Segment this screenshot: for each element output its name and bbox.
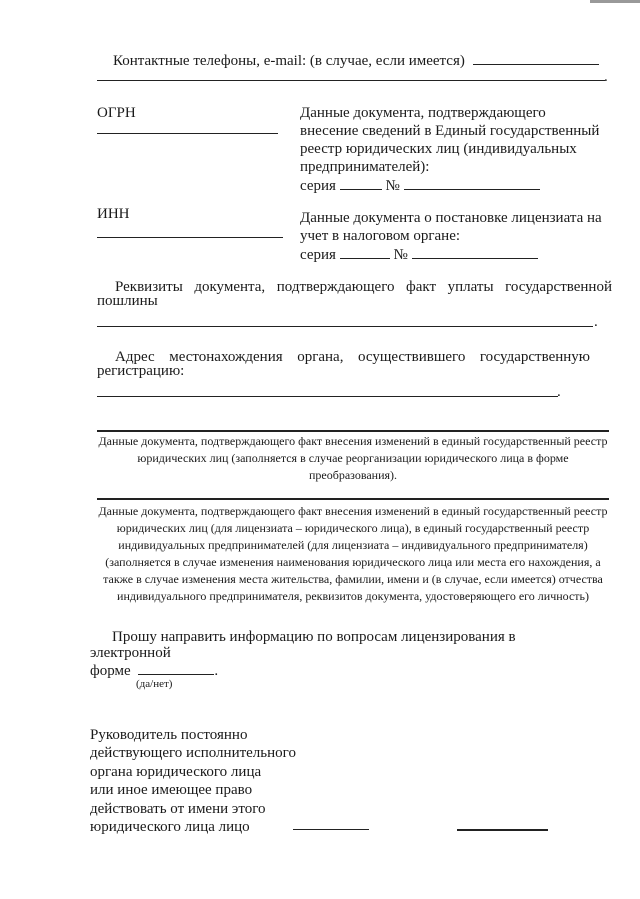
contacts-continuation-line[interactable]: [97, 80, 605, 81]
contacts-label: Контактные телефоны, e-mail: (в случае, если имеется): [113, 53, 465, 69]
inn-number-field[interactable]: [412, 244, 538, 259]
address-end-mark: .: [557, 384, 561, 400]
signatory-line: действующего исполнительного: [90, 745, 296, 762]
ogrn-series-row: [300, 175, 600, 195]
fee-line1: Реквизиты документа, подтверждающего факт уплаты государственной: [115, 279, 612, 295]
request-hint: (да/нет): [136, 678, 173, 690]
ogrn-series-field[interactable]: [340, 175, 382, 190]
signatory-line: или иное имеющее право: [90, 782, 253, 799]
ogrn-field[interactable]: [97, 133, 278, 134]
contacts-row: [113, 50, 613, 70]
ogrn-label: ОГРН: [97, 105, 136, 121]
address-field[interactable]: [97, 396, 558, 397]
inn-label: ИНН: [97, 206, 130, 222]
reorg-note: Данные документа, подтверждающего факт внесения изменений в единый государственный реестр юридических лиц (заполняется в случае реорганизации юридического лица в форме преобразования).: [98, 434, 608, 482]
signatory-line: действовать от имени этого: [90, 800, 266, 817]
contacts-field[interactable]: [473, 50, 599, 65]
ogrn-number-label: №: [385, 178, 400, 194]
request-answer-field[interactable]: [138, 660, 214, 675]
inn-series-field[interactable]: [340, 244, 390, 259]
change-field[interactable]: [97, 498, 609, 500]
signature-name-field[interactable]: [457, 829, 548, 831]
reorg-field[interactable]: [97, 430, 609, 432]
request-line2: электронной: [90, 645, 171, 661]
scan-artifact: [590, 0, 640, 3]
signatory-block: [90, 726, 310, 836]
ogrn-series-label: серия: [300, 178, 336, 194]
signatory-line: юридического лица лицо: [90, 819, 250, 836]
contacts-end-mark: .: [604, 69, 608, 85]
address-line2: регистрацию:: [97, 363, 185, 379]
ogrn-number-field[interactable]: [404, 175, 540, 190]
fee-field[interactable]: [97, 326, 593, 327]
inn-series-row: [300, 244, 600, 264]
request-form-label: форме: [90, 663, 131, 679]
request-line1: Прошу направить информацию по вопросам лицензирования в: [112, 629, 516, 645]
ogrn-doc-text: Данные документа, подтверждающего внесение сведений в Единый государственный реестр юридических лиц (индивидуальных предпринимателей):: [300, 105, 600, 175]
signature-field[interactable]: [293, 829, 369, 830]
address-line1: Адрес местонахождения органа, осуществившего государственную: [115, 349, 590, 365]
signatory-line: органа юридического лица: [90, 763, 262, 780]
fee-end-mark: .: [594, 314, 598, 330]
inn-number-label: №: [393, 247, 408, 263]
change-note: Данные документа, подтверждающего факт внесения изменений в единый государственный реестр юридических лиц (для лицензиата – юридического лица), в единый государственный реестр индивидуальных предпринимателей (для лицензиата – индивидуального предпринимателя) (заполняется в случае изменения наименования юридического лица или места его нахождения, а также в случае изменения места жительства, фамилии, имени и (в случае, если имеется) отчества индивидуального предпринимателя, реквизитов документа, удостоверяющего его личность): [98, 504, 608, 603]
request-end-mark: .: [214, 663, 219, 679]
fee-line2: пошлины: [97, 293, 158, 309]
signatory-line: Руководитель постоянно: [90, 727, 248, 743]
inn-doc-text: Данные документа о постановке лицензиата на учет в налоговом органе:: [300, 210, 602, 244]
inn-series-label: серия: [300, 247, 336, 263]
inn-field[interactable]: [97, 237, 283, 238]
